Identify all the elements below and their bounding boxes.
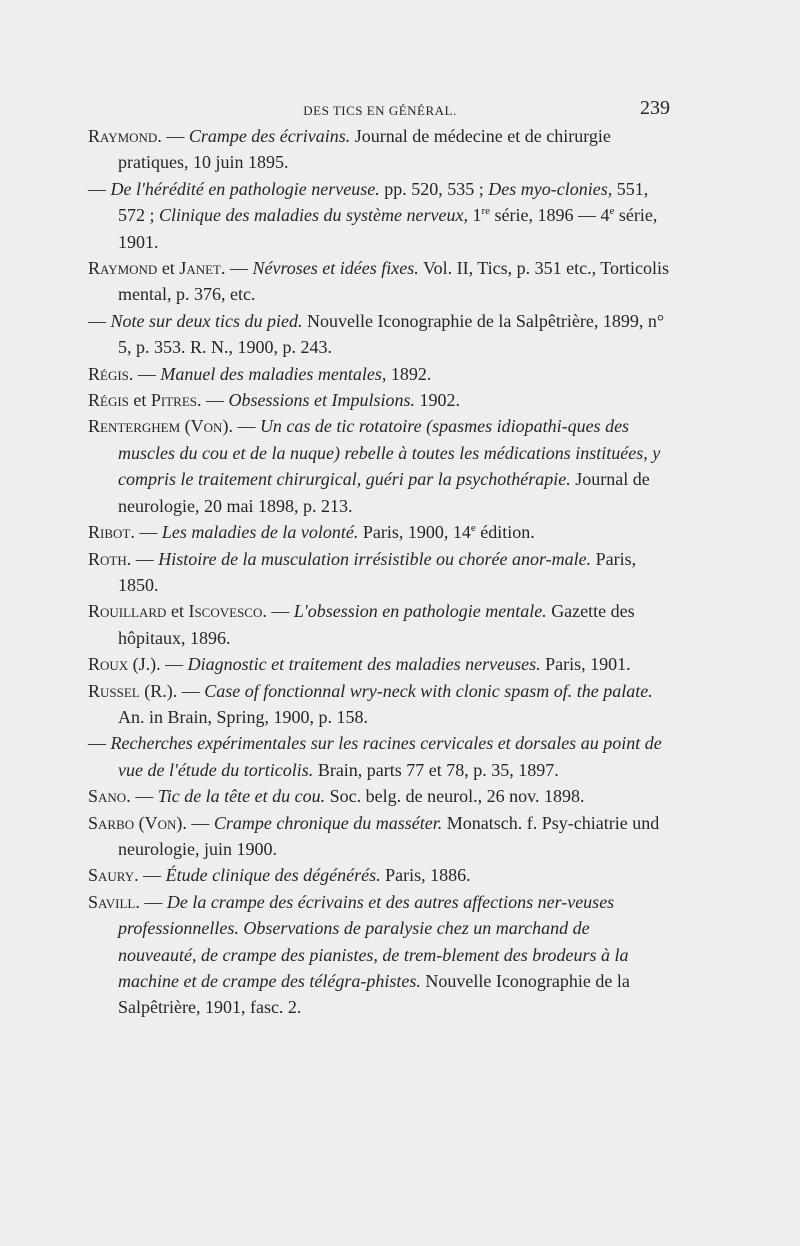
conjunction: et xyxy=(166,601,189,622)
bib-entry xyxy=(88,387,672,413)
publication-info: Paris, 1900, 14 xyxy=(358,522,471,543)
work-title: Étude clinique des dégénérés. xyxy=(165,865,381,886)
bib-entry xyxy=(88,598,672,651)
publication-info: Journal de neurologie, 20 mai 1898, p. 213. xyxy=(118,469,650,516)
publication-info: 1902. xyxy=(415,390,461,411)
work-title: Crampe des écrivains. xyxy=(188,126,351,146)
author-particle: (Von) xyxy=(180,416,229,437)
work-title: Les maladies de la volonté. xyxy=(161,522,359,543)
page-number: 239 xyxy=(640,97,670,119)
publication-info: 1 xyxy=(467,205,482,226)
superscript: e xyxy=(609,205,615,218)
bib-entry xyxy=(88,810,672,863)
author: Pitres xyxy=(150,390,198,411)
publication-info: pp. 520, 535 ; xyxy=(379,178,489,199)
bibliography xyxy=(88,123,672,1021)
separator: . — xyxy=(126,548,159,569)
author: Iscovesco xyxy=(188,601,263,622)
author: Roth xyxy=(88,548,127,569)
ditto-dash: — xyxy=(88,733,106,754)
conjunction: et xyxy=(128,390,151,411)
bib-entry xyxy=(88,123,672,176)
bib-entry xyxy=(88,176,672,255)
work-title: Manuel des maladies mentales, xyxy=(160,363,387,384)
bib-entry xyxy=(88,361,672,387)
author: Savill xyxy=(88,891,136,912)
author-initial: (J.) xyxy=(128,654,157,675)
work-title: Diagnostic et traitement des maladies nerveuses. xyxy=(187,654,541,675)
separator: . — xyxy=(262,601,294,622)
author: Renterghem xyxy=(88,416,181,437)
work-title: Tic de la tête et du cou. xyxy=(157,786,326,807)
work-title: Obsessions et Impulsions. xyxy=(228,390,416,411)
publication-info: Nouvelle Iconographie de la Salpêtrière, 1901, fasc. 2. xyxy=(118,971,630,1018)
work-title: L'obsession en pathologie mentale. xyxy=(293,601,547,622)
author: Janet xyxy=(179,258,221,279)
work-title: Crampe chronique du masséter. xyxy=(213,812,443,833)
work-title: Histoire de la musculation irrésistible ou chorée anor-male. xyxy=(158,548,592,569)
page-header xyxy=(90,97,670,123)
separator: . — xyxy=(197,390,229,411)
separator: . — xyxy=(182,812,214,833)
separator: . — xyxy=(156,654,188,675)
bib-entry xyxy=(88,651,672,677)
author: Sano xyxy=(88,786,127,807)
separator: . — xyxy=(134,865,166,886)
bib-entry xyxy=(88,730,672,783)
author: Ribot xyxy=(88,522,131,543)
bib-entry xyxy=(88,862,672,888)
separator: . — xyxy=(172,680,205,701)
work-title: De l'hérédité en pathologie nerveuse. xyxy=(110,178,380,199)
ditto-dash: — xyxy=(88,178,106,199)
work-title: De la crampe des écrivains et des autres affections ner-veuses professionnelles. Observations de paralysie chez un marchand de nouveauté, de crampe des pianistes, de trem-blement des brodeurs à la machine et de crampe des télégra-phistes. xyxy=(118,891,629,991)
bib-entry xyxy=(88,308,672,361)
bib-entry xyxy=(88,255,672,308)
author: Régis xyxy=(88,363,129,384)
author-particle: (Von) xyxy=(134,812,183,833)
publication-info: Paris, 1886. xyxy=(380,865,471,886)
work-title: Un cas de tic rotatoire (spasmes idiopathi-ques des muscles du cou et de la nuque) rebelle à toutes les médications instituées, y compris le traitement chirurgical, guéri par la psychothérapie. xyxy=(118,416,661,490)
publication-info: Brain, parts 77 et 78, p. 35, 1897. xyxy=(313,759,559,780)
separator: . — xyxy=(135,891,167,912)
author: Saury xyxy=(88,865,135,886)
bib-entry xyxy=(88,889,672,1021)
author: Sarbo xyxy=(88,812,135,833)
author: Raymond xyxy=(88,258,158,279)
publication-info: Paris, 1850. xyxy=(118,548,637,595)
publication-info: édition. xyxy=(475,522,535,543)
work-title: Note sur deux tics du pied. xyxy=(110,310,303,331)
author: Russel xyxy=(88,680,140,701)
separator: . — xyxy=(228,416,260,437)
work-title: Névroses et idées fixes. xyxy=(252,258,419,279)
superscript: re xyxy=(481,205,490,218)
separator: . — xyxy=(128,363,161,384)
separator: . — xyxy=(220,258,253,279)
publication-info: série, 1896 — 4 xyxy=(490,205,610,226)
publication-info: Gazette des hôpitaux, 1896. xyxy=(118,601,635,648)
publication-info: An. in Brain, Spring, 1900, p. 158. xyxy=(118,706,368,727)
publication-info: Journal de médecine et de chirurgie pratiques, 10 juin 1895. xyxy=(118,126,611,173)
separator: . — xyxy=(126,786,158,807)
author: Roux xyxy=(88,654,129,675)
work-title: Clinique des maladies du système nerveux, xyxy=(159,205,468,226)
running-head: DES TICS EN GÉNÉRAL. xyxy=(303,103,457,118)
author: Régis xyxy=(88,390,129,411)
separator: . — xyxy=(130,522,162,543)
publication-info: Vol. II, Tics, p. 351 etc., Torticolis mental, p. 376, etc. xyxy=(118,258,670,305)
work-title: Des myo-clonies, xyxy=(488,178,613,199)
ditto-dash: — xyxy=(88,310,106,331)
author-initial: (R.) xyxy=(139,680,173,701)
publication-info: 551, 572 ; xyxy=(118,178,649,226)
author: Rouillard xyxy=(88,601,167,622)
publication-info: série, 1901. xyxy=(118,205,658,252)
superscript: e xyxy=(470,522,476,535)
conjunction: et xyxy=(157,258,180,279)
work-title: Case of fonctionnal wry-neck with clonic spasm of. the palate. xyxy=(204,680,653,701)
bib-entry xyxy=(88,783,672,809)
publication-info: 1892. xyxy=(386,363,432,384)
bib-entry xyxy=(88,546,672,599)
bib-entry xyxy=(88,678,672,731)
work-title: Recherches expérimentales sur les racines cervicales et dorsales au point de vue de l'étude du torticolis. xyxy=(110,733,662,780)
publication-info: Soc. belg. de neurol., 26 nov. 1898. xyxy=(325,786,585,807)
publication-info: Nouvelle Iconographie de la Salpêtrière, 1899, n° 5, p. 353. R. N., 1900, p. 243. xyxy=(118,310,665,358)
publication-info: Paris, 1901. xyxy=(540,654,631,675)
bib-entry xyxy=(88,519,672,545)
author: Raymond xyxy=(88,126,158,146)
separator: . — xyxy=(157,126,189,146)
bib-entry xyxy=(88,413,672,519)
publication-info: Monatsch. f. Psy-chiatrie und neurologie, juin 1900. xyxy=(118,812,660,859)
